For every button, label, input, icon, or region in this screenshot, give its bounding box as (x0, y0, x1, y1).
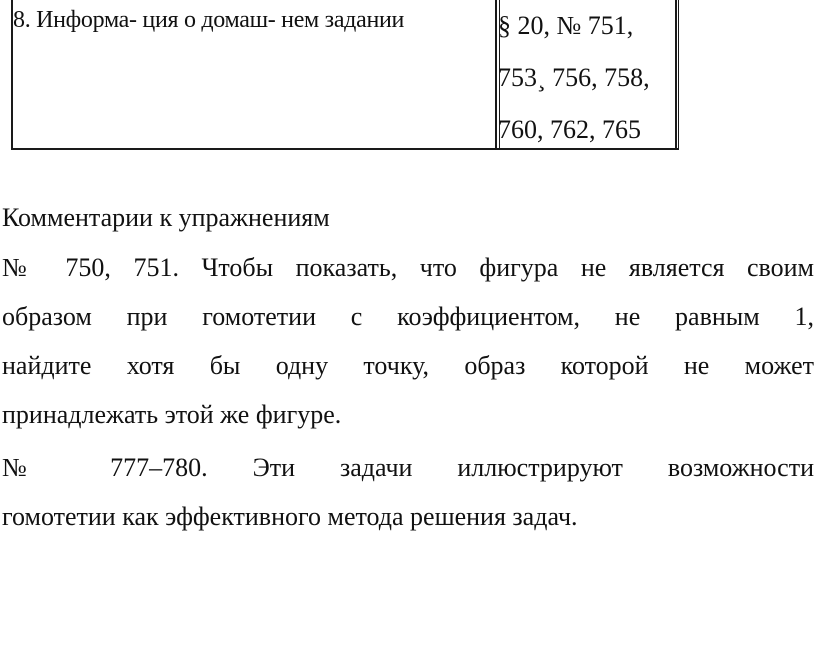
table-divider (495, 0, 497, 150)
assignment-line: 760, 762, 765 (498, 115, 641, 144)
paragraph-line: гомотетии как эффективного метода решения задач. (2, 502, 578, 531)
comment-paragraph-750-751 (2, 243, 814, 439)
paragraph-line: принадлежать этой же фигуре. (2, 400, 342, 429)
table-cell-label: 8. Информа- ция о домаш- нем задании (13, 7, 405, 33)
comments-heading: Комментарии к упражнениям (2, 203, 330, 232)
assignment-line: 753¸ 756, 758, (498, 63, 650, 92)
table-cell-assignment (498, 0, 650, 156)
table-border-right-outer (678, 0, 679, 150)
paragraph-line: образом при гомотетии с коэффициентом, не равным 1, (2, 302, 814, 331)
table-border-right (675, 0, 677, 150)
comment-paragraph-777-780 (2, 443, 814, 541)
paragraph-line: № 777–780. Эти задачи иллюстрируют возможности (2, 453, 814, 482)
paragraph-line: найдите хотя бы одну точку, образ которой не может (2, 351, 814, 380)
paragraph-line: № 750, 751. Чтобы показать, что фигура не является своим (2, 253, 814, 282)
assignment-line: § 20, № 751, (498, 11, 634, 40)
